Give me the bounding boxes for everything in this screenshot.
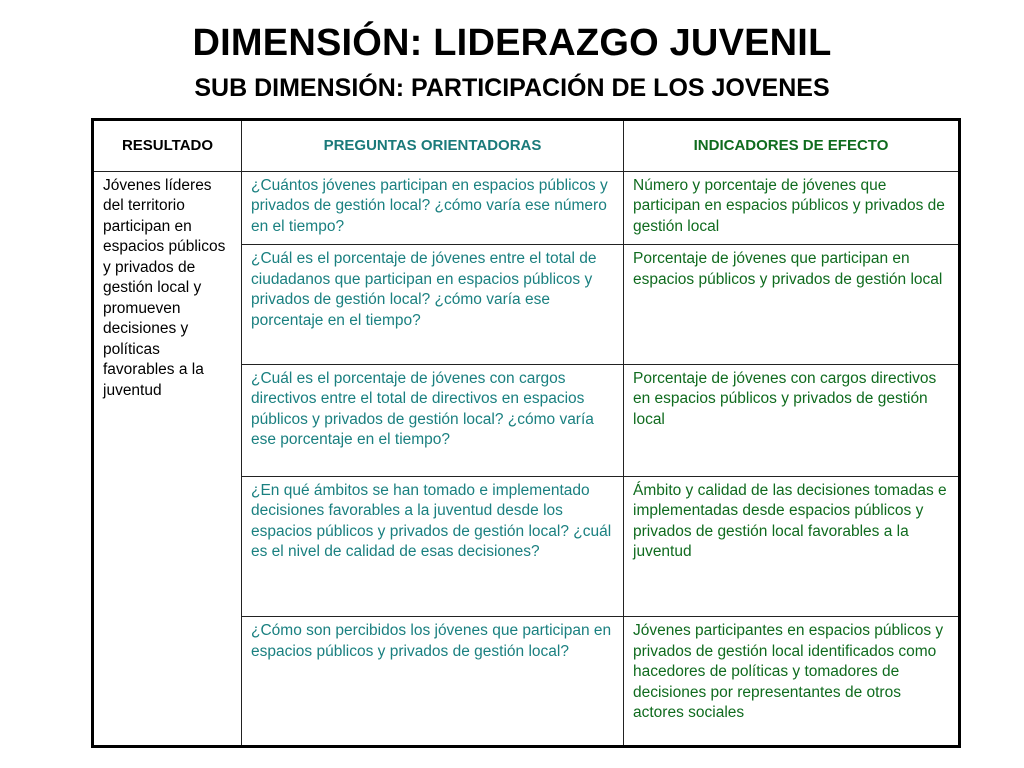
- indicador-cell: Ámbito y calidad de las decisiones tomadas e implementadas desde espacios públicos y privados de gestión local favorables a la juventud: [624, 476, 960, 617]
- header-resultado: RESULTADO: [93, 120, 242, 172]
- indicador-cell: Porcentaje de jóvenes que participan en espacios públicos y privados de gestión local: [624, 245, 960, 364]
- indicador-cell: Número y porcentaje de jóvenes que participan en espacios públicos y privados de gestión local: [624, 171, 960, 244]
- pregunta-cell: ¿En qué ámbitos se han tomado e implementado decisiones favorables a la juventud desde los espacios públicos y privados de gestión local? ¿cuál es el nivel de calidad de esas decisiones?: [242, 476, 624, 617]
- pregunta-cell: ¿Cuántos jóvenes participan en espacios públicos y privados de gestión local? ¿cómo varía ese número en el tiempo?: [242, 171, 624, 244]
- pregunta-cell: ¿Cuál es el porcentaje de jóvenes entre el total de ciudadanos que participan en espacios públicos y privados de gestión local? ¿cómo varía ese porcentaje en el tiempo?: [242, 245, 624, 364]
- indicador-cell: Jóvenes participantes en espacios públicos y privados de gestión local identificados como hacedores de políticas y tomadores de decisiones por representantes de otros actores sociales: [624, 617, 960, 747]
- page-title: DIMENSIÓN: LIDERAZGO JUVENIL: [192, 22, 832, 64]
- pregunta-cell: ¿Cuál es el porcentaje de jóvenes con cargos directivos entre el total de directivos en espacios públicos y privados de gestión local? ¿cómo varía ese porcentaje en el tiempo?: [242, 364, 624, 476]
- header-preguntas: PREGUNTAS ORIENTADORAS: [242, 120, 624, 172]
- indicador-cell: Porcentaje de jóvenes con cargos directivos en espacios públicos y privados de gestión local: [624, 364, 960, 476]
- header-indicadores: INDICADORES DE EFECTO: [624, 120, 960, 172]
- table-row: [93, 171, 960, 244]
- pregunta-cell: ¿Cómo son percibidos los jóvenes que participan en espacios públicos y privados de gestión local?: [242, 617, 624, 747]
- resultado-cell: Jóvenes líderes del territorio participan en espacios públicos y privados de gestión local y promueven decisiones y políticas favorables a la juventud: [93, 171, 242, 746]
- indicators-table: [91, 118, 961, 748]
- page-subtitle: SUB DIMENSIÓN: PARTICIPACIÓN DE LOS JOVENES: [194, 74, 830, 102]
- table-header-row: [93, 120, 960, 172]
